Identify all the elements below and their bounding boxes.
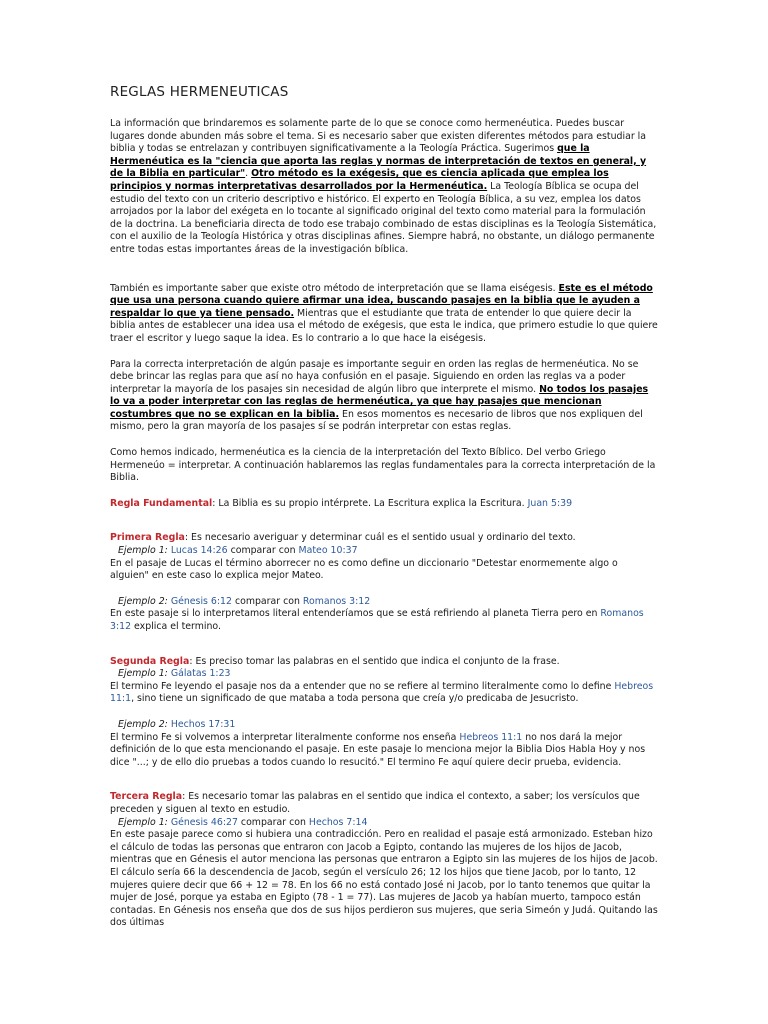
rule-3 <box>110 791 658 816</box>
eisegesis-text-a: También es importante saber que existe otro método de interpretación que se llama eiségesis. <box>110 282 559 294</box>
rule-fundamental-label: Regla Fundamental <box>110 497 213 509</box>
rule-3-example-1-label: Ejemplo 1: <box>118 816 171 828</box>
ref-link-juan-5-39[interactable]: Juan 5:39 <box>527 497 573 509</box>
definition-paragraph: Como hemos indicado, hermenéutica es la ciencia de la interpretación del Texto Bíblico. Del verbo Griego Hermeneúo = interpretar. A continuación hablaremos las reglas fundamentales para la correcta interpretación de la Biblia. <box>110 447 656 484</box>
intro-highlight-hermeneutica: que la Hermenéutica es la "ciencia que aporta las reglas y normas de interpretación de textos en general, y de la Biblia en particular" <box>110 143 647 180</box>
rule-3-text: Es necesario tomar las palabras en el sentido que indica el contexto, a saber; los versículos que preceden y siguen al texto en estudio. <box>110 791 640 815</box>
rule-2-example-1-text <box>110 681 658 706</box>
rule-fundamental-text: La Biblia es su propio intérprete. La Escritura explica la Escritura. <box>218 497 528 509</box>
rule-1-example-1 <box>110 545 658 558</box>
rule-1-example-2-text-a: En este pasaje si lo interpretamos literal entenderíamos que se está refiriendo al planeta Tierra pero en <box>110 608 601 620</box>
ref-link-galatas-1-23[interactable]: Gálatas 1:23 <box>170 668 231 680</box>
rule-2-example-2-text-a: El termino Fe si volvemos a interpretar literalmente conforme nos enseña <box>110 731 460 743</box>
order-highlight: No todos los pasajes lo va a poder interpretar con las reglas de hermenéutica, ya que hay pasajes que mencionan costumbres que no se explican en la biblia. <box>110 383 649 420</box>
rule-2-label: Segunda Regla <box>110 655 190 667</box>
intro-highlight-exegesis: Otro método es la exégesis, que es ciencia aplicada que emplea los principios y normas interpretativas desarrollados por la Hermenéutica. <box>110 168 609 192</box>
rule-1 <box>110 532 658 545</box>
rule-1-example-1-label: Ejemplo 1: <box>118 545 171 557</box>
rule-fundamental <box>110 498 658 511</box>
rule-2-example-1-label: Ejemplo 1: <box>118 668 171 680</box>
rule-1-label: Primera Regla <box>110 532 185 544</box>
rule-1-example-1-mid: comparar con <box>227 545 299 557</box>
rule-2-example-1-text-b: , sino tiene un significado de que mataba a toda persona que creía y/o predicaba de Jesucristo. <box>131 693 579 705</box>
rule-2-text: Es preciso tomar las palabras en el sentido que indica el conjunto de la frase. <box>195 655 560 667</box>
ref-link-genesis-46-27[interactable]: Génesis 46:27 <box>170 816 238 828</box>
rule-2-sep: : <box>189 655 196 667</box>
ref-link-hechos-17-31[interactable]: Hechos 17:31 <box>170 718 236 730</box>
rule-3-sep: : <box>182 791 189 803</box>
intro-text-a: La información que brindaremos es solamente parte de lo que se conoce como hermenéutica. Puedes buscar lugares donde abunden más sobre el tema. Si es necesario saber que existen diferentes métodos para estudiar la biblia y todas se entrelazan y contribuyen significativamente a la Teología Práctica. Sugerimos <box>110 118 647 155</box>
ref-link-hebreos-11-1-second[interactable]: Hebreos 11:1 <box>459 731 523 743</box>
rule-2-example-1-text-a: El termino Fe leyendo el pasaje nos da a entender que no se refiere al termino literalmente como lo define <box>110 680 615 692</box>
ref-link-romanos-3-12[interactable]: Romanos 3:12 <box>302 595 371 607</box>
rule-1-example-2-text-b: explica el termino. <box>131 621 221 632</box>
order-text-a: Para la correcta interpretación de algún pasaje es importante seguir en orden las reglas de hermenéutica. No se debe brincar las reglas para que así no haya confusión en el pasaje. Siguiendo en orden las reglas va a poder interpretar la mayoría de los pasajes sin necesidad de algún libro que interprete el mismo. <box>110 358 639 395</box>
page-title: REGLAS HERMENEUTICAS <box>110 84 289 100</box>
rule-fundamental-sep: : <box>212 497 219 509</box>
eisegesis-highlight: Este es el método que usa una persona cuando quiere afirmar una idea, buscando pasajes en la biblia que le ayuden a respaldar lo que ya tiene pensado. <box>110 282 653 319</box>
rule-1-example-2 <box>110 596 658 609</box>
eisegesis-text-c: Mientras que el estudiante que trata de entender lo que quiere decir la biblia antes de establecer una idea usa el método de exégesis, que esta le indica, que primero estudie lo que quiere traer el escritor y luego saque la idea. Es lo contrario a lo que hace la eiségesis. <box>110 307 658 344</box>
rule-1-example-2-text <box>110 608 658 633</box>
rule-2-example-2 <box>110 719 658 732</box>
rule-3-label: Tercera Regla <box>110 791 183 803</box>
order-text-c: En esos momentos es necesario de libros que nos expliquen del mismo, pero la gran mayoría de los pasajes sí se podrán interpretar con estas reglas. <box>110 408 643 433</box>
ref-link-romanos-3-12-inline[interactable]: Romanos 3:12 <box>110 608 644 632</box>
ref-link-hechos-7-14[interactable]: Hechos 7:14 <box>308 816 368 828</box>
ref-link-hebreos-11-1[interactable]: Hebreos 11:1 <box>110 680 654 705</box>
intro-paragraph <box>110 118 658 257</box>
rule-1-example-2-label: Ejemplo 2: <box>118 595 171 607</box>
rule-2-example-2-text-b: no nos dará la mejor definición de lo que esta mencionando el pasaje. En este pasaje lo menciona mejor la Biblia Dios Habla Hoy y nos dice "...; y de ello dio pruebas a todos cuando lo resucitó." El termino Fe aquí quiere decir prueba, evidencia. <box>110 731 646 768</box>
rule-2-example-2-text <box>110 732 658 770</box>
rule-1-example-1-text: En el pasaje de Lucas el término aborrecer no es como define un diccionario "Detestar enormemente algo o alguien" en este caso lo explica mejor Mateo. <box>110 557 618 582</box>
rule-3-example-1-text: En este pasaje parece como si hubiera una contradicción. Pero en realidad el pasaje está armonizado. Esteban hizo el cálculo de todas las personas que entraron con Jacob a Egipto, contando las mujeres de los hijos de Jacob, mientras que en Génesis el autor menciona las personas que entraron a Egipto sin las mujeres de los hijos de Jacob. El cálculo sería 66 la descendencia de Jacob, según el versículo 26; 12 los hijos que tiene Jacob, por lo tanto, 12 mujeres quiere decir que 66 + 12 = 78. En los 66 no está contado José ni Jacob, por lo tanto tenemos que quitar la mujer de José, porque ya estaba en Egipto (78 - 1 = 77). Las mujeres de Jacob ya habían muerto, tampoco están contadas. En Génesis nos enseña que dos de sus hijos perdieron sus mujeres, que seria Simeón y Judá. Quitando las dos últimas <box>110 829 658 929</box>
document-page <box>110 84 658 930</box>
rule-2 <box>110 656 658 669</box>
intro-text-e: La Teología Bíblica se ocupa del estudio del texto con un criterio descriptivo e histórico. El experto en Teología Bíblica, a su vez, emplea los datos arrojados por la labor del exégeta en lo tocante al significado original del texto como material para la formulación de la doctrina. La beneficiaria directa de todo ese trabajo combinado de estas disciplinas es la Teología Sistemática, con el auxilio de la Teología Histórica y otras disciplinas afines. Siempre habrá, no obstante, un diálogo permanente entre todas estas importantes áreas de la investigación bíblica. <box>110 180 657 255</box>
rule-1-sep: : <box>184 532 192 544</box>
intro-text-c: . <box>245 168 252 180</box>
rule-3-example-1-mid: comparar con <box>237 816 309 828</box>
ref-link-genesis-6-12[interactable]: Génesis 6:12 <box>170 595 232 607</box>
ref-link-lucas-14-26[interactable]: Lucas 14:26 <box>170 545 228 557</box>
ref-link-mateo-10-37[interactable]: Mateo 10:37 <box>298 545 358 557</box>
rule-1-example-2-mid: comparar con <box>231 595 303 607</box>
order-paragraph <box>110 359 658 435</box>
rule-2-example-2-label: Ejemplo 2: <box>118 718 171 730</box>
rule-3-example-1 <box>110 817 658 830</box>
rule-2-example-1 <box>110 668 658 681</box>
eisegesis-paragraph <box>110 283 658 346</box>
rule-1-text: Es necesario averiguar y determinar cuál es el sentido usual y ordinario del texto. <box>191 532 576 544</box>
